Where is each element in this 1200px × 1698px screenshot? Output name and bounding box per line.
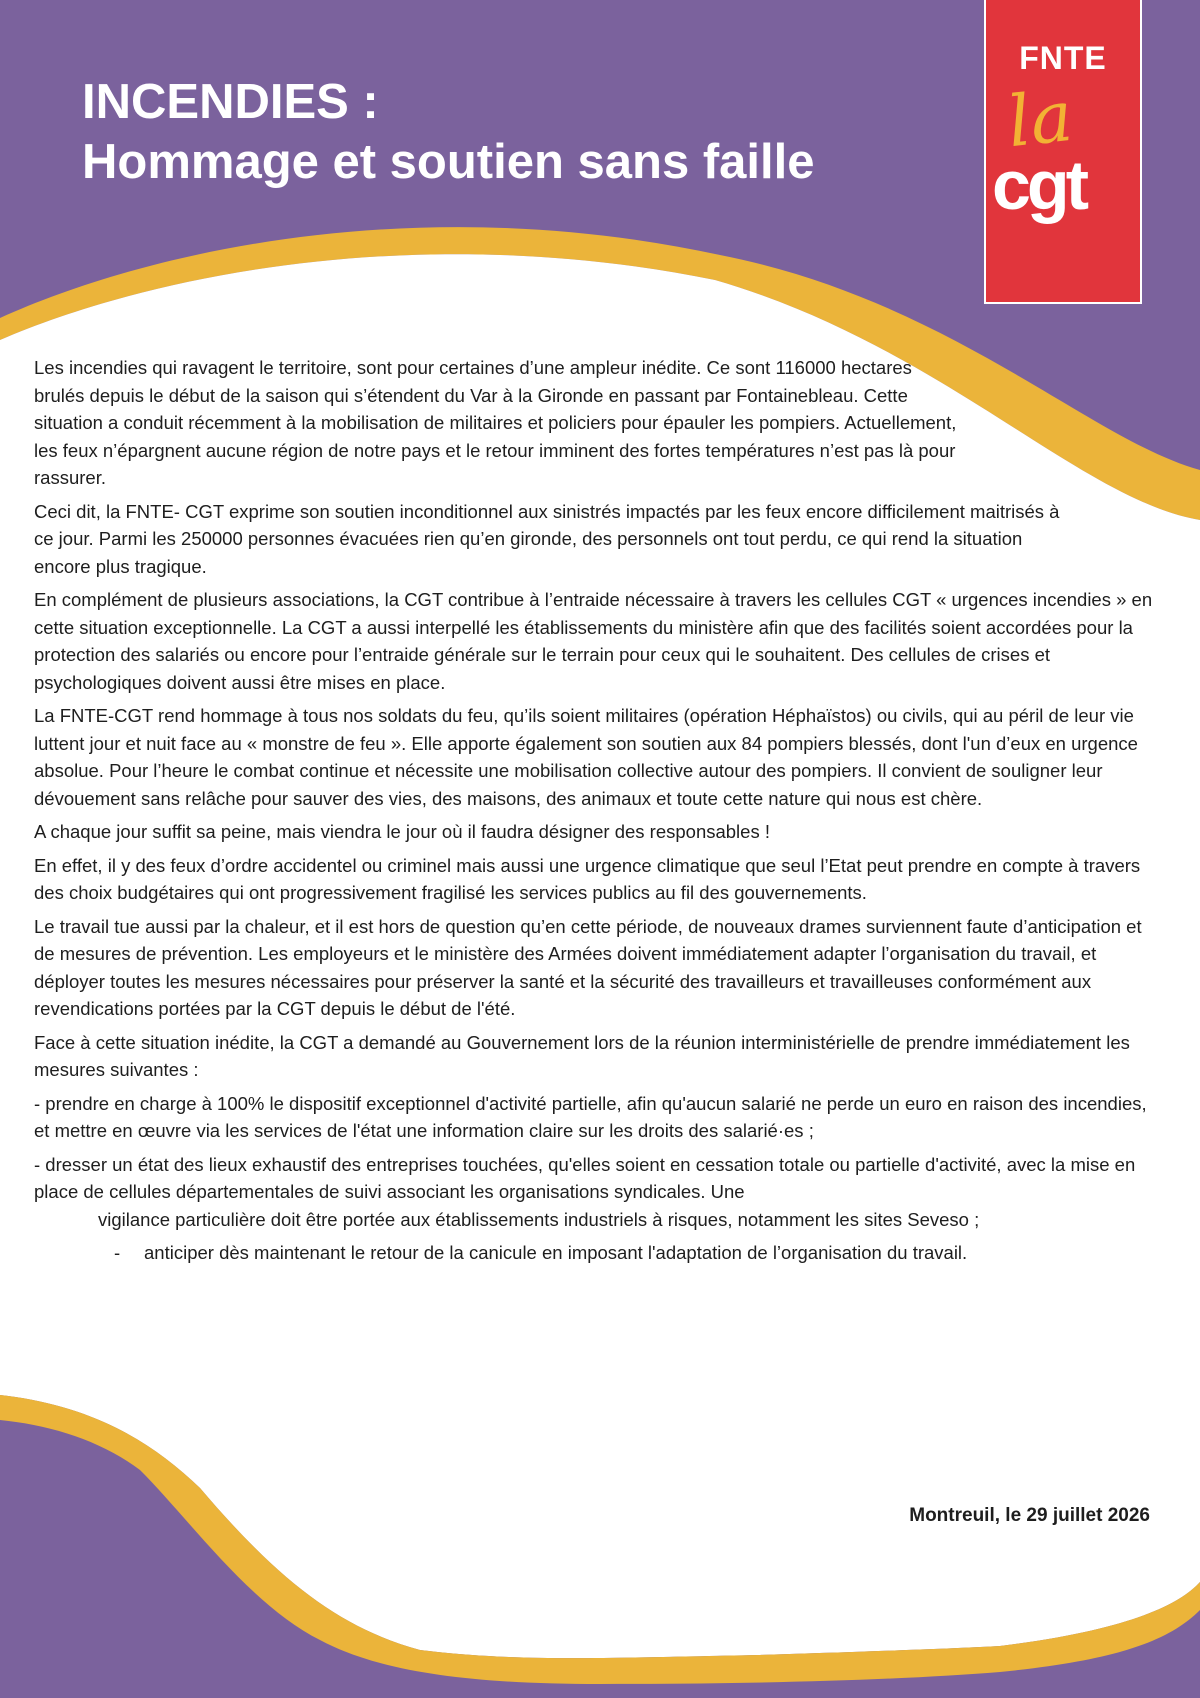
bullet-dash: - bbox=[114, 1242, 121, 1263]
logo-cgt-text: cgt bbox=[992, 146, 1085, 224]
paragraph-1: Les incendies qui ravagent le territoire, sont pour certaines d’une ampleur inédite. Ce sont 116000 hectares brulés depuis le début de la saison qui s’étendent du Var à la Gironde en passant par Fontainebleau. Cette situation a conduit récemment à la mobilisation de militaires et policiers pour épauler les pompiers. Actuellement, les feux n’épargnent aucune région de notre pays et le retour imminent des fortes températures n’est pas là pour rassurer. bbox=[34, 357, 957, 488]
list-item-3 bbox=[34, 1239, 1156, 1267]
title-line-2: Hommage et soutien sans faille bbox=[82, 135, 815, 189]
signature-date: Montreuil, le 29 juillet 2026 bbox=[909, 1505, 1150, 1526]
logo-fnte-text: FNTE bbox=[1019, 40, 1107, 76]
list-item-3-text: anticiper dès maintenant le retour de la canicule en imposant l'adaptation de l’organisation du travail. bbox=[144, 1242, 968, 1263]
list-item-1: - prendre en charge à 100% le dispositif exceptionnel d'activité partielle, afin qu'aucun salarié ne perde un euro en raison des incendies, et mettre en œuvre via les services de l'état une information claire sur les droits des salarié·es ; bbox=[34, 1092, 1147, 1141]
paragraph-8: Face à cette situation inédite, la CGT a demandé au Gouvernement lors de la réunion interministérielle de prendre immédiatement les mesures suivantes : bbox=[34, 1031, 1130, 1080]
logo-la-text: la bbox=[1003, 74, 1077, 164]
list-item-2-continued: vigilance particulière doit être portée aux établissements industriels à risques, notamment les sites Seveso ; bbox=[98, 1208, 980, 1230]
title-line-1: INCENDIES : bbox=[82, 75, 379, 129]
fnte-cgt-logo bbox=[986, 0, 1140, 302]
paragraph-6: En effet, il y des feux d’ordre accidentel ou criminel mais aussi une urgence climatique que seul l’Etat peut prendre en compte à travers des choix budgétaires qui ont progressivement fragilisé les services publics au fil des gouvernements. bbox=[34, 854, 1141, 903]
paragraph-2: Ceci dit, la FNTE- CGT exprime son soutien inconditionnel aux sinistrés impactés par les feux encore difficilement maitrisés à ce jour. Parmi les 250000 personnes évacuées rien qu’en gironde, des personnels ont tout perdu, ce qui rend la situation encore plus tragique. bbox=[34, 500, 1060, 577]
paragraph-5: A chaque jour suffit sa peine, mais viendra le jour où il faudra désigner des responsables ! bbox=[34, 821, 770, 842]
page-title bbox=[82, 72, 815, 192]
paragraph-7: Le travail tue aussi par la chaleur, et il est hors de question qu’en cette période, de nouveaux drames surviennent faute d’anticipation et de mesures de prévention. Les employeurs et le ministère des Armées doivent immédiatement adapter l’organisation du travail, et déployer toutes les mesures nécessaires pour préserver la santé et la sécurité des travailleurs et travailleuses conformément aux revendications portées par la CGT depuis le début de l'été. bbox=[34, 915, 1142, 1019]
paragraph-3: En complément de plusieurs associations, la CGT contribue à l’entraide nécessaire à travers les cellules CGT « urgences incendies » en cette situation exceptionnelle. La CGT a aussi interpellé les établissements du ministère afin que des facilités soient accordées pour la protection des salariés ou encore pour l’entraide générale sur le terrain pour ceux qui le souhaitent. Des cellules de crises et psychologiques doivent aussi être mises en place. bbox=[34, 589, 1153, 693]
paragraph-4: La FNTE-CGT rend hommage à tous nos soldats du feu, qu’ils soient militaires (opération Héphaïstos) ou civils, qui au péril de leur vie luttent jour et nuit face au « monstre de feu ». Elle apporte également son soutien aux 84 pompiers blessés, dont l'un d’eux en urgence absolue. Pour l’heure le combat continue et nécessite une mobilisation collective autour des pompiers. Il convient de souligner leur dévouement sans relâche pour sauver des vies, des maisons, des animaux et toute cette nature qui nous est chère. bbox=[34, 705, 1138, 809]
article-body bbox=[34, 354, 1156, 1273]
list-item-2 bbox=[34, 1151, 1156, 1206]
list-item-2-start: - dresser un état des lieux exhaustif des entreprises touchées, qu'elles soient en cessation totale ou partielle d'activité, avec la mise en place de cellules départementales de suivi associant les organisations syndicales. Une bbox=[34, 1153, 1136, 1202]
